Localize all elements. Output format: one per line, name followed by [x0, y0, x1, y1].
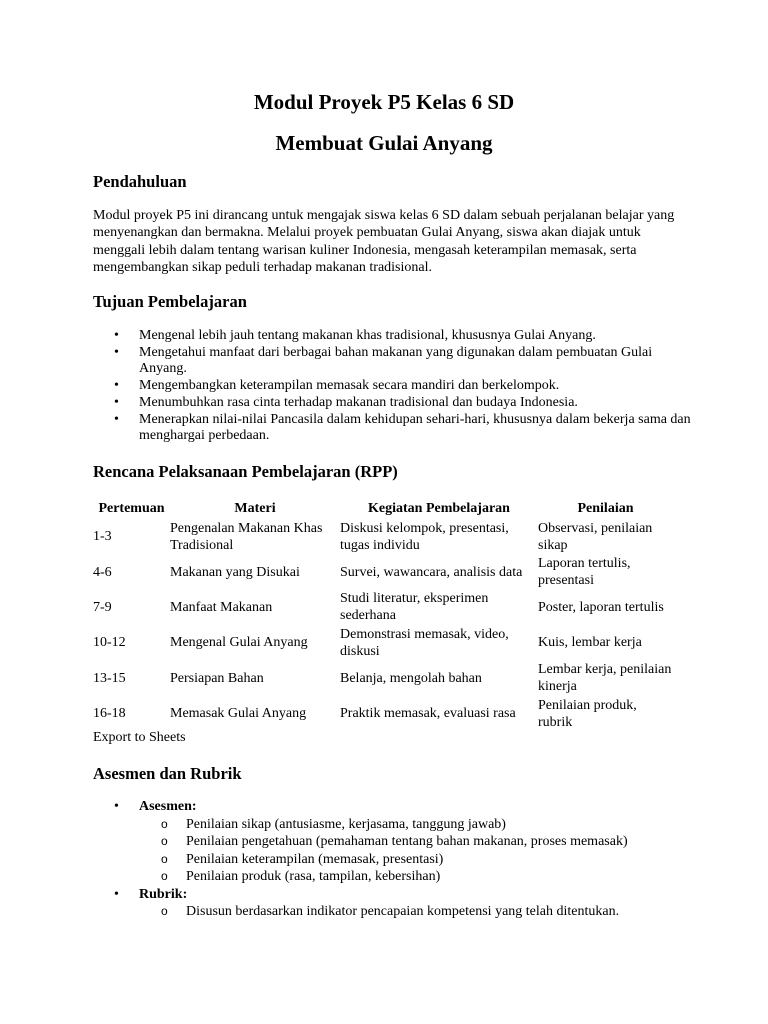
intro-paragraph: Modul proyek P5 ini dirancang untuk mengajak siswa kelas 6 SD dalam sebuah perjalanan belajar yang menyenangkan dan bermakna. Melalui proyek pembuatan Gulai Anyang, siswa akan diajak untuk menggali lebih dalam tentang warisan kuliner Indonesia, mengasah keterampilan memasak, serta mengembangkan sikap peduli terhadap makanan tradisional.	[93, 208, 675, 276]
rubric-group-label: Rubrik:	[139, 886, 188, 902]
table-cell: Penilaian produk, rubrik	[538, 697, 637, 730]
table-cell: Mengenal Gulai Anyang	[170, 635, 308, 651]
goals-heading: Tujuan Pembelajaran	[93, 292, 247, 311]
table-cell: 4-6	[93, 564, 112, 580]
table-cell: Belanja, mengolah bahan	[340, 670, 482, 686]
table-cell: Makanan yang Disukai	[170, 564, 300, 580]
rubric-sublist	[139, 903, 693, 921]
list-item: • Mengenal lebih jauh tentang makanan khas tradisional, khususnya Gulai Anyang.	[93, 328, 693, 345]
list-item: o Penilaian produk (rasa, tampilan, kebersihan)	[139, 868, 693, 886]
export-to-sheets-link[interactable]: Export to Sheets	[93, 730, 186, 745]
document-subtitle: Membuat Gulai Anyang	[275, 131, 493, 155]
table-cell: 16-18	[93, 706, 126, 722]
table-row	[93, 696, 673, 731]
table-cell: 7-9	[93, 599, 112, 615]
table-cell: Praktik memasak, evaluasi rasa	[340, 706, 516, 722]
table-cell: 10-12	[93, 635, 126, 651]
table-cell: 1-3	[93, 529, 112, 545]
table-cell: Persiapan Bahan	[170, 670, 264, 686]
table-cell: 13-15	[93, 670, 126, 686]
table-cell: Lembar kerja, penilaian kinerja	[538, 662, 672, 695]
column-header: Kegiatan Pembelajaran	[368, 500, 510, 516]
list-item: o Penilaian pengetahuan (pemahaman tentang bahan makanan, proses memasak)	[139, 833, 693, 851]
table-row	[93, 625, 673, 660]
table-cell: Memasak Gulai Anyang	[170, 706, 307, 722]
list-item	[93, 886, 693, 921]
list-item: o Penilaian sikap (antusiasme, kerjasama, tanggung jawab)	[139, 816, 693, 834]
list-item: • Mengembangkan keterampilan memasak secara mandiri dan berkelompok.	[93, 378, 693, 395]
table-cell: Pengenalan Makanan Khas Tradisional	[170, 520, 323, 553]
table-cell: Laporan tertulis, presentasi	[538, 556, 631, 589]
column-header: Penilaian	[577, 500, 634, 516]
table-cell: Kuis, lembar kerja	[538, 635, 642, 651]
table-cell: Diskusi kelompok, presentasi, tugas individu	[340, 520, 509, 553]
table-row	[93, 661, 673, 696]
list-item: • Mengetahui manfaat dari berbagai bahan makanan yang digunakan dalam pembuatan Gulai Anyang.	[93, 345, 693, 378]
table-cell: Studi literatur, eksperimen sederhana	[340, 591, 489, 624]
list-item: o Penilaian keterampilan (memasak, presentasi)	[139, 851, 693, 869]
goals-list	[93, 328, 693, 445]
table-cell: Demonstrasi memasak, video, diskusi	[340, 626, 509, 659]
table-cell: Observasi, penilaian sikap	[538, 520, 653, 553]
list-item: o Disusun berdasarkan indikator pencapaian kompetensi yang telah ditentukan.	[139, 903, 693, 921]
table-row	[93, 519, 673, 554]
rpp-table	[93, 497, 673, 731]
document-title: Modul Proyek P5 Kelas 6 SD	[253, 90, 515, 114]
column-header: Materi	[234, 500, 276, 516]
list-item: • Menumbuhkan rasa cinta terhadap makanan tradisional dan budaya Indonesia.	[93, 395, 693, 412]
table-cell: Manfaat Makanan	[170, 599, 273, 615]
list-item	[93, 798, 693, 886]
list-item: • Menerapkan nilai-nilai Pancasila dalam kehidupan sehari-hari, khususnya dalam bekerja sama dan menghargai perbedaan.	[93, 412, 693, 445]
table-row	[93, 554, 673, 589]
assessment-list	[93, 798, 693, 921]
assessment-group-label: Asesmen:	[139, 799, 197, 814]
table-cell: Poster, laporan tertulis	[538, 599, 664, 615]
assessment-heading: Asesmen dan Rubrik	[93, 764, 242, 783]
intro-heading: Pendahuluan	[93, 172, 187, 191]
table-header-row	[93, 497, 673, 519]
rpp-heading: Rencana Pelaksanaan Pembelajaran (RPP)	[93, 462, 398, 481]
table-cell: Survei, wawancara, analisis data	[340, 564, 523, 580]
table-row	[93, 590, 673, 625]
assessment-sublist	[139, 816, 693, 886]
column-header: Pertemuan	[98, 500, 165, 516]
